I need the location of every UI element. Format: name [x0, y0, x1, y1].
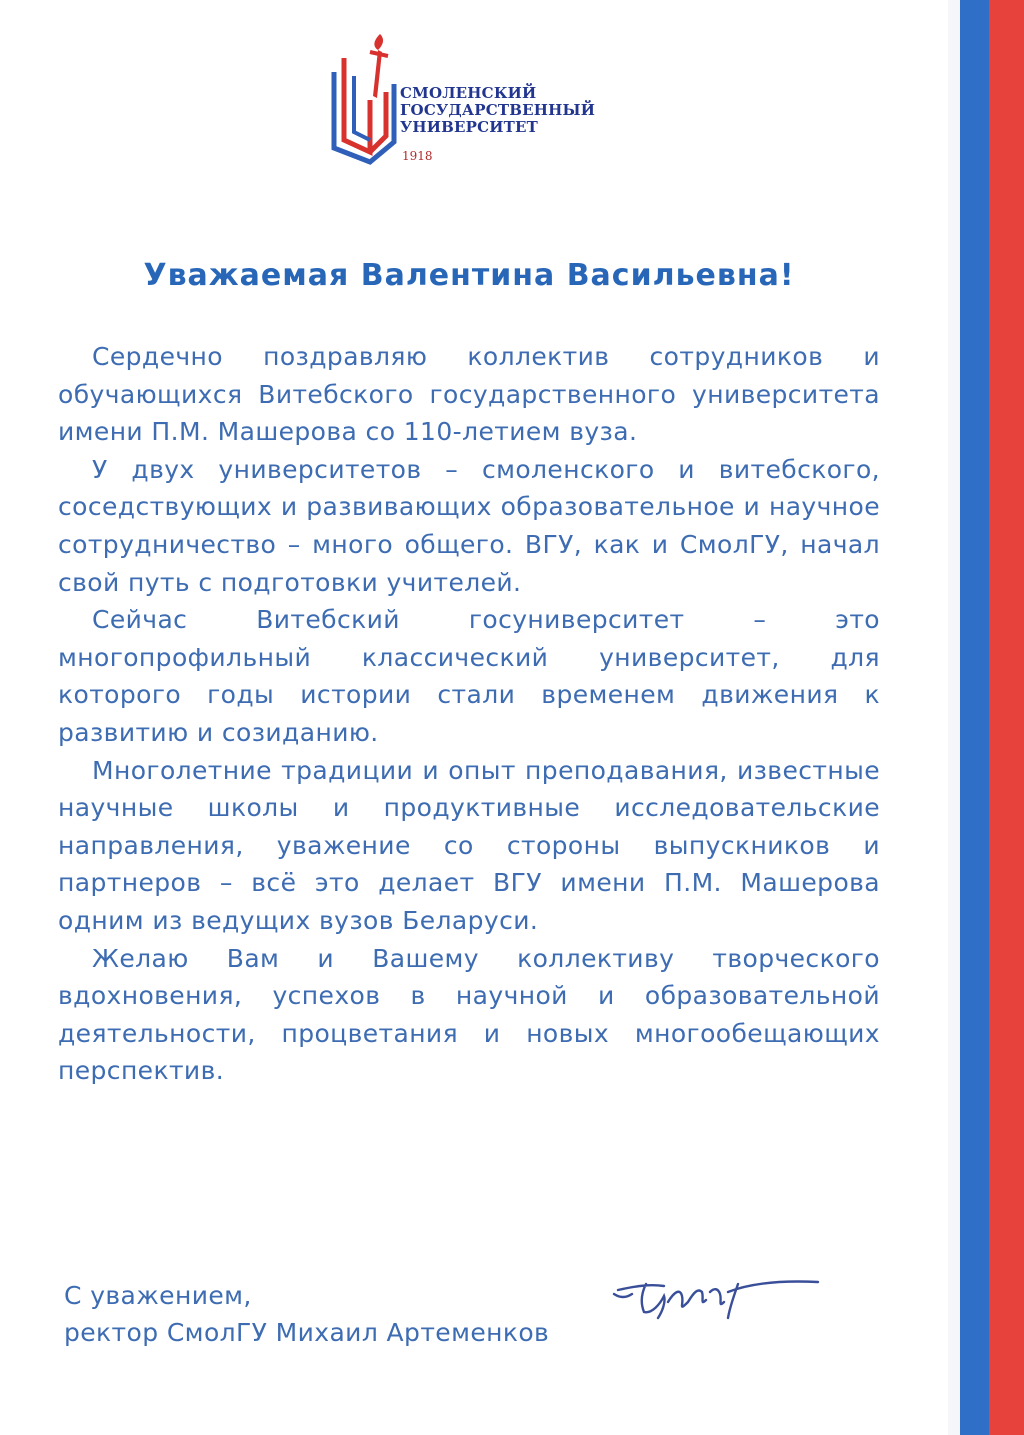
- university-name-line-1: СМОЛЕНСКИЙ: [400, 84, 537, 102]
- signatory: ректор СмолГУ Михаил Артеменков: [64, 1318, 550, 1347]
- letter-body: [58, 338, 880, 1090]
- letter-paragraph-1: Сердечно поздравляю коллектив сотрудников и обучающихся Витебского государственного университета имени П.М. Машерова со 110-летием вуза.: [58, 342, 880, 447]
- flag-stripe-blue: [960, 0, 989, 1435]
- university-torch-book-logo-icon: [330, 28, 410, 168]
- letter-paragraph-2: У двух университетов – смоленского и витебского, соседствующих и развивающих образовательное и научное сотрудничество – много общего. ВГУ, как и СмолГУ, начал свой путь с подготовки учителей.: [58, 454, 880, 597]
- letter-paragraph-3: Сейчас Витебский госуниверситет – это многопрофильный классический университет, для которого годы истории стали временем движения к развитию и созиданию.: [58, 605, 880, 747]
- letter-paragraph-4: Многолетние традиции и опыт преподавания, известные научные школы и продуктивные исследовательские направления, уважение со стороны выпускников и партнеров – всё это делает ВГУ имени П.М. Машерова одним из ведущих вузов Беларуси.: [58, 755, 880, 935]
- flag-stripe-white: [948, 0, 960, 1435]
- founding-year: 1918: [402, 149, 433, 163]
- letter-greeting: Уважаемая Валентина Васильевна!: [143, 258, 795, 293]
- handwritten-signature-icon: [606, 1262, 836, 1332]
- university-name-line-3: УНИВЕРСИТЕТ: [400, 118, 538, 136]
- university-name: [400, 85, 595, 136]
- university-name-line-2: ГОСУДАРСТВЕННЫЙ: [400, 101, 596, 119]
- closing-phrase: С уважением,: [64, 1281, 252, 1310]
- letter-paragraph-5: Желаю Вам и Вашему коллективу творческого вдохновения, успехов в научной и образовательной деятельности, процветания и новых многообещающих перспектив.: [58, 943, 880, 1086]
- university-logo: [330, 28, 620, 178]
- letter-closing: [64, 1277, 549, 1351]
- flag-stripe-red: [989, 0, 1024, 1435]
